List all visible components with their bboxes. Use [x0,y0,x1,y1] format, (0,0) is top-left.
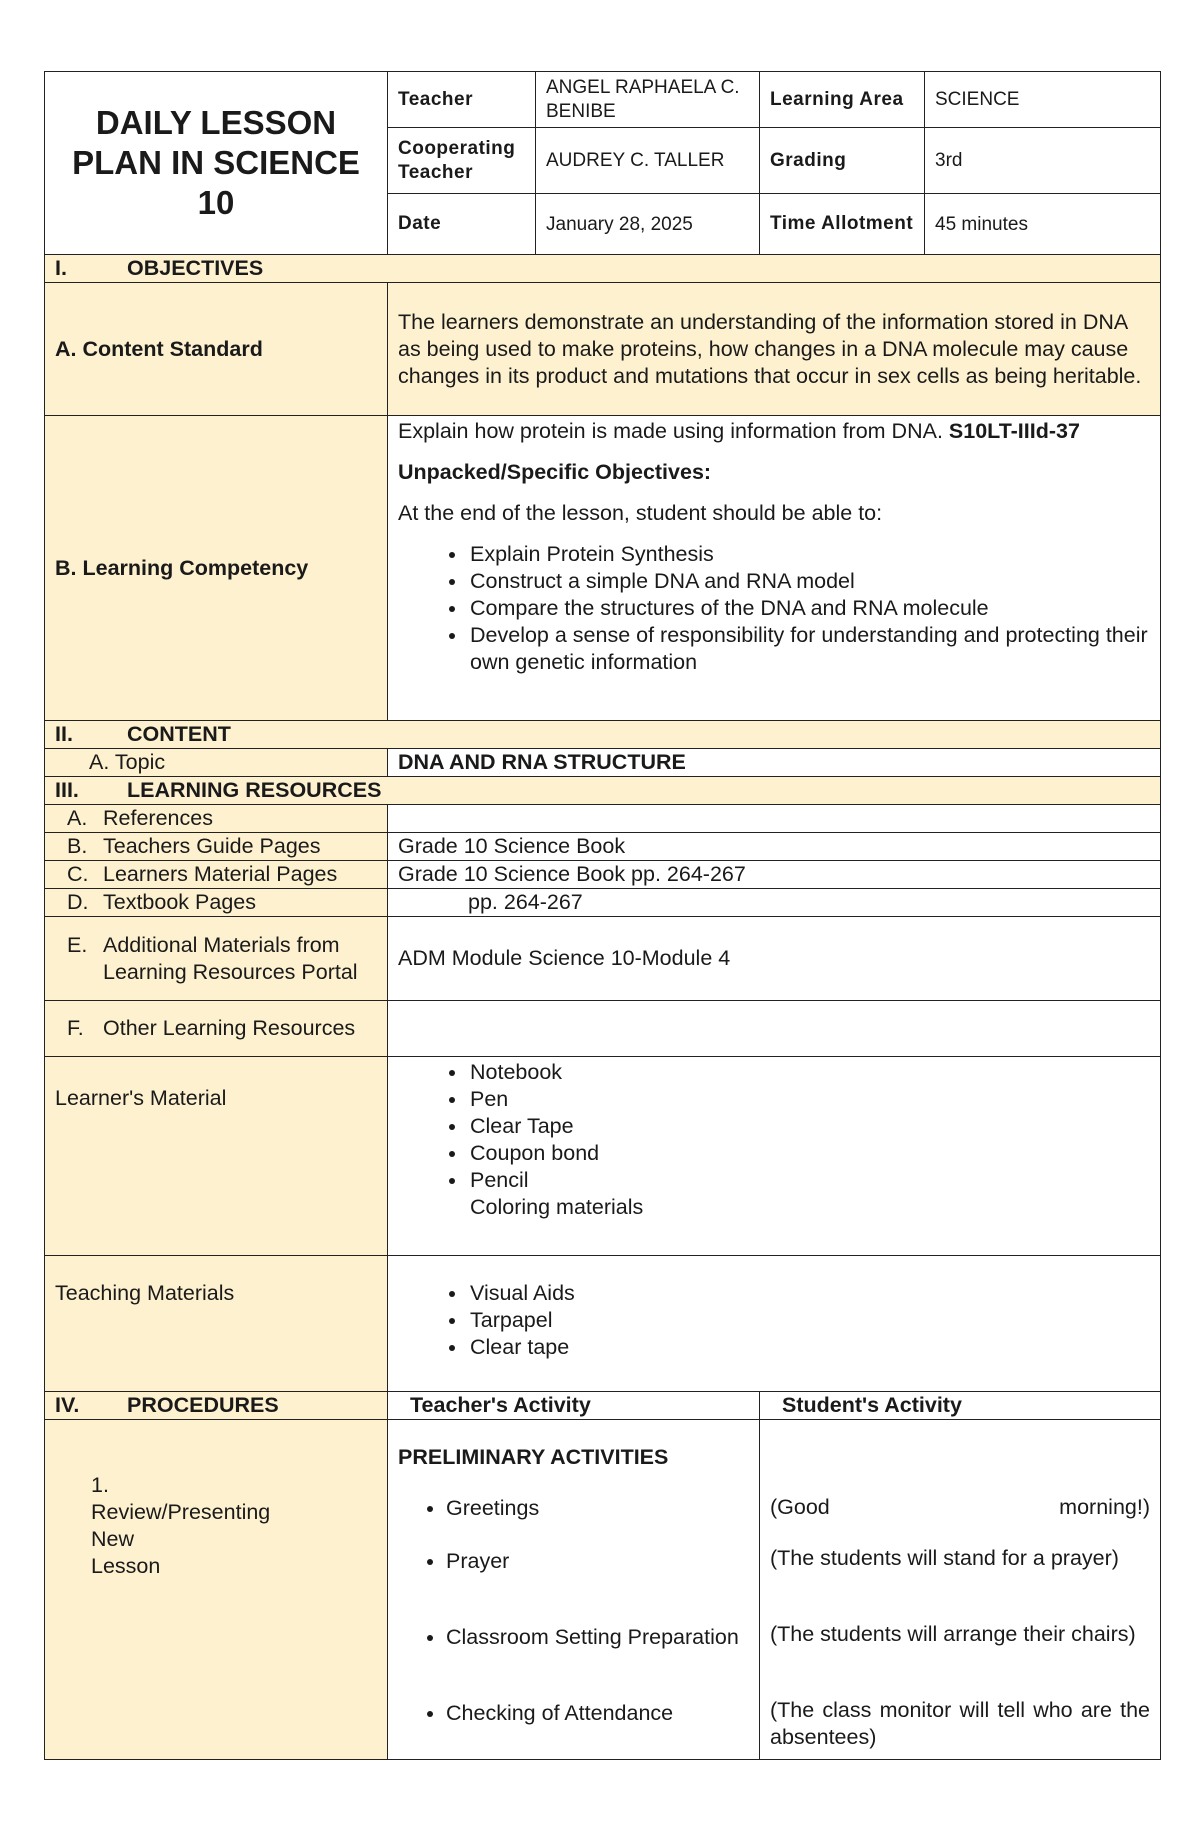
learners-material-label: Learner's Material [45,1057,388,1256]
cooperating-label: Cooperating Teacher [388,128,536,194]
time-allotment-label: Time Allotment [760,194,925,255]
lesson-plan-document [44,71,1160,1760]
learning-competency-label: B. Learning Competency [45,416,388,721]
resource-other: F. Other Learning Resources [45,1001,388,1057]
resource-textbook-value: pp. 264-267 [388,889,1161,917]
list-item: • Greetings [446,1495,749,1548]
list-item: • Tarpapel [468,1307,1150,1334]
list-item: • Visual Aids [468,1280,1150,1307]
resource-other-value [388,1001,1161,1057]
learners-material-list [398,1059,1150,1221]
section-objectives: I. OBJECTIVES [45,255,1161,283]
list-item: • Compare the structures of the DNA and RNA molecule [468,595,1150,622]
objectives-intro: At the end of the lesson, student should be able to: [398,501,883,525]
list-item: • Checking of Attendance [446,1700,749,1727]
topic-label: A. Topic [45,749,388,777]
resource-teachers-guide: B. Teachers Guide Pages [45,833,388,861]
learning-area-label: Learning Area [760,72,925,128]
section-learning-resources: III. LEARNING RESOURCES [45,777,1161,805]
time-allotment-value: 45 minutes [925,194,1161,255]
teaching-materials-cell [388,1256,1161,1392]
list-item: • Coupon bond [468,1140,1150,1167]
teacher-activity-cell [388,1420,760,1760]
objectives-list [398,541,1150,676]
list-item: • Pencil [468,1167,1150,1194]
list-item: • Classroom Setting Preparation [446,1624,749,1700]
resource-textbook: D. Textbook Pages [45,889,388,917]
teaching-materials-label: Teaching Materials [45,1256,388,1392]
learners-material-cell [388,1057,1161,1256]
resource-additional-value: ADM Module Science 10-Module 4 [388,917,1161,1001]
student-activity-item: (The students will arrange their chairs) [770,1622,1136,1646]
topic-value: DNA AND RNA STRUCTURE [388,749,1161,777]
list-item: • Notebook [468,1059,1150,1086]
teacher-label: Teacher [388,72,536,128]
preliminary-activities-heading: PRELIMINARY ACTIVITIES [398,1445,669,1469]
teaching-materials-list [398,1280,1150,1361]
unpacked-heading: Unpacked/Specific Objectives: [398,460,712,484]
list-item: Coloring materials [470,1195,644,1219]
student-activity-item: (Good morning!) [770,1495,1150,1519]
date-label: Date [388,194,536,255]
teacher-activity-header: Teacher's Activity [388,1392,760,1420]
list-item: • Construct a simple DNA and RNA model [468,568,1150,595]
resource-additional: E. Additional Materials from Learning Resources Portal [45,917,388,1001]
resource-references: A. References [45,805,388,833]
resource-teachers-guide-value: Grade 10 Science Book [388,833,1161,861]
cooperating-teacher: AUDREY C. TALLER [536,128,760,194]
student-activity-item: (The class monitor will tell who are the absentees) [770,1698,1150,1749]
section-content: II. CONTENT [45,721,1161,749]
grading-value: 3rd [925,128,1161,194]
learning-area-value: SCIENCE [925,72,1161,128]
document-title: DAILY LESSON PLAN IN SCIENCE 10 [45,72,388,255]
review-step-label: 1. Review/Presenting New Lesson [91,1473,271,1578]
resource-references-value [388,805,1161,833]
list-item: • Explain Protein Synthesis [468,541,1150,568]
grading-label: Grading [760,128,925,194]
competency-text: Explain how protein is made using information from DNA. [398,419,943,443]
teacher-activity-list [398,1495,749,1727]
section-procedures: IV. PROCEDURES [45,1392,388,1420]
content-standard-text: The learners demonstrate an understanding of the information stored in DNA as being used to make proteins, how changes in a DNA molecule may cause changes in its product and mutations that occur in sex cells as being heritable. [388,283,1161,416]
list-item: • Pen [468,1086,1150,1113]
list-item: • Prayer [446,1548,749,1624]
list-item: • Clear tape [468,1334,1150,1361]
student-activity-cell [760,1420,1161,1760]
student-activity-header: Student's Activity [760,1392,1161,1420]
resource-learners-material: C. Learners Material Pages [45,861,388,889]
review-step [45,1420,388,1760]
date-value: January 28, 2025 [536,194,760,255]
teacher-name: ANGEL RAPHAELA C. BENIBE [536,72,760,128]
list-item: • Clear Tape [468,1113,1150,1140]
student-activity-item: (The students will stand for a prayer) [770,1546,1119,1570]
resource-learners-material-value: Grade 10 Science Book pp. 264-267 [388,861,1161,889]
lesson-plan-table [44,71,1161,1760]
learning-competency-cell [388,416,1161,721]
list-item: • Develop a sense of responsibility for understanding and protecting their own genetic information [468,622,1150,676]
competency-code: S10LT-IIId-37 [948,419,1080,443]
content-standard-label: A. Content Standard [45,283,388,416]
